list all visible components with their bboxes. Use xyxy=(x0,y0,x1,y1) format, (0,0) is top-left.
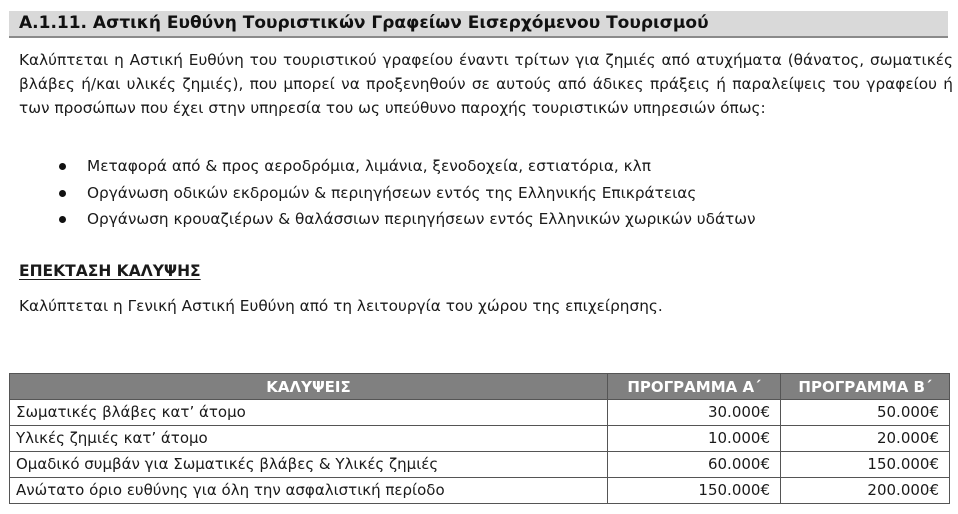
list-item xyxy=(19,153,919,180)
table-row xyxy=(10,400,950,426)
program-a-amount: 150.000€ xyxy=(608,478,781,504)
header-program-b: ΠΡΟΓΡΑΜΜΑ Β΄ xyxy=(781,374,950,400)
table-row xyxy=(10,478,950,504)
table-row xyxy=(10,452,950,478)
bullet-icon xyxy=(59,190,66,197)
coverage-name: Ομαδικό συμβάν για Σωματικές βλάβες & Υλικές ζημιές xyxy=(10,452,608,478)
program-b-amount: 20.000€ xyxy=(781,426,950,452)
list-item xyxy=(19,206,919,233)
coverage-description: Καλύπτεται η Αστική Ευθύνη του τουριστικού γραφείου έναντι τρίτων για ζημιές από ατυχήματα (θάνατος, σωματικές βλάβες ή/και υλικές ζημιές), που μπορεί να προξενηθούν σε αυτούς από άδικες πράξεις ή παραλείψεις του γραφείου ή των προσώπων που έχει στην υπηρεσία του ως υπεύθυνο παροχής τουριστικών υπηρεσιών όπως: xyxy=(19,51,953,117)
program-b-amount: 50.000€ xyxy=(781,400,950,426)
coverage-name: Υλικές ζημιές κατ’ άτομο xyxy=(10,426,608,452)
coverage-bullet-list xyxy=(19,153,919,233)
coverage-name: Ανώτατο όριο ευθύνης για όλη την ασφαλιστική περίοδο xyxy=(10,478,608,504)
table-row xyxy=(10,426,950,452)
program-a-amount: 10.000€ xyxy=(608,426,781,452)
list-item xyxy=(19,180,919,207)
header-coverages: ΚΑΛΥΨΕΙΣ xyxy=(10,374,608,400)
coverage-name: Σωματικές βλάβες κατ’ άτομο xyxy=(10,400,608,426)
section-heading-bar xyxy=(9,11,948,38)
list-item-text: Οργάνωση κρουαζιέρων & θαλάσσιων περιηγήσεων εντός Ελληνικών χωρικών υδάτων xyxy=(87,210,756,228)
list-item-text: Οργάνωση οδικών εκδρομών & περιηγήσεων εντός της Ελληνικής Επικράτειας xyxy=(87,183,697,202)
bullet-icon xyxy=(59,216,66,223)
list-item-text: Μεταφορά από & προς αεροδρόμια, λιμάνια, ξενοδοχεία, εστιατόρια, κλπ xyxy=(87,157,651,175)
program-a-amount: 30.000€ xyxy=(608,400,781,426)
extension-text: Καλύπτεται η Γενική Αστική Ευθύνη από τη λειτουργία του χώρου της επιχείρησης. xyxy=(19,297,663,315)
table-header-row xyxy=(10,374,950,400)
program-b-amount: 150.000€ xyxy=(781,452,950,478)
section-heading: Α.1.11. Αστική Ευθύνη Τουριστικών Γραφείων Εισερχόμενου Τουρισμού xyxy=(19,13,709,33)
header-program-a: ΠΡΟΓΡΑΜΜΑ Α΄ xyxy=(608,374,781,400)
program-b-amount: 200.000€ xyxy=(781,478,950,504)
program-a-amount: 60.000€ xyxy=(608,452,781,478)
bullet-icon xyxy=(59,163,66,170)
extension-title: ΕΠΕΚΤΑΣΗ ΚΑΛΥΨΗΣ xyxy=(19,262,201,280)
coverage-table xyxy=(9,373,950,504)
